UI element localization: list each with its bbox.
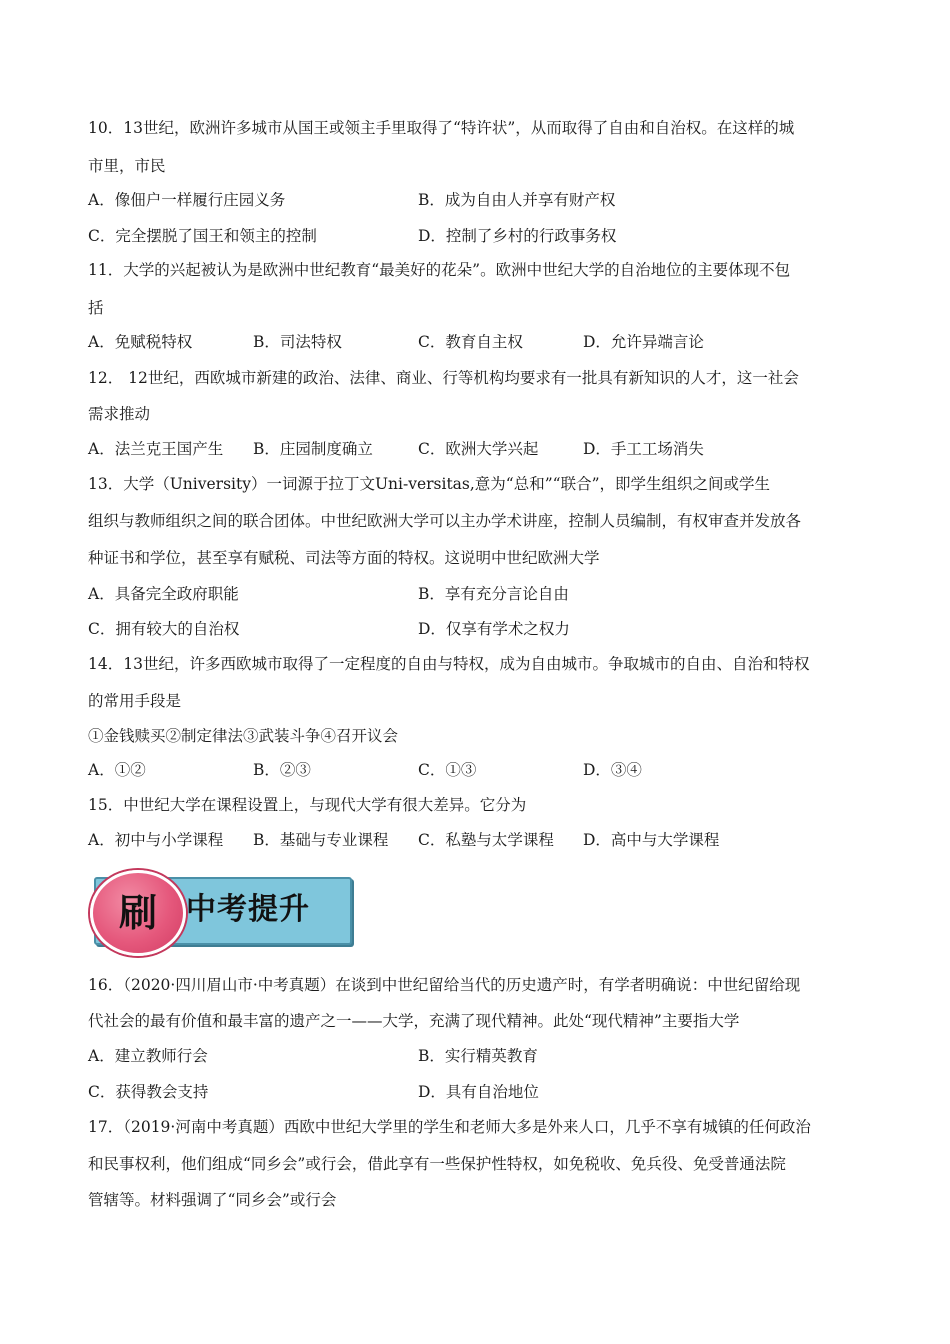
banner-badge: 刷 bbox=[90, 870, 186, 956]
option-a[interactable]: A．具备完全政府职能 bbox=[88, 585, 239, 603]
option-row bbox=[88, 226, 868, 246]
question-stem: 12． 12世纪，西欧城市新建的政治、法律、商业、行等机构均要求有一批具有新知识的人才，这一社会 bbox=[88, 369, 799, 387]
option-b[interactable]: B．享有充分言论自由 bbox=[418, 585, 569, 603]
option-d[interactable]: D．高中与大学课程 bbox=[583, 831, 720, 849]
option-b[interactable]: B．基础与专业课程 bbox=[253, 831, 389, 849]
question-stem: 管辖等。材料强调了“同乡会”或行会 bbox=[88, 1191, 337, 1209]
question-stem: 代社会的最有价值和最丰富的遗产之一——大学，充满了现代精神。此处“现代精神”主要指大学 bbox=[88, 1012, 740, 1030]
question-stem: 10．13世纪，欧洲许多城市从国王或领主手里取得了“特许状”，从而取得了自由和自治权。在这样的城 bbox=[88, 119, 795, 137]
option-row bbox=[88, 439, 868, 459]
question-stem: 市里，市民 bbox=[88, 157, 166, 175]
option-a[interactable]: A．建立教师行会 bbox=[88, 1047, 208, 1065]
option-b[interactable]: B．②③ bbox=[253, 761, 311, 779]
option-b[interactable]: B．司法特权 bbox=[253, 333, 342, 351]
option-row bbox=[88, 190, 868, 210]
option-b[interactable]: B．实行精英教育 bbox=[418, 1047, 538, 1065]
option-row bbox=[88, 619, 868, 639]
question-stem: 的常用手段是 bbox=[88, 692, 182, 710]
option-c[interactable]: C．获得教会支持 bbox=[88, 1083, 209, 1101]
question-stem: 组织与教师组织之间的联合团体。中世纪欧洲大学可以主办学术讲座，控制人员编制，有权审查并发放各 bbox=[88, 512, 802, 530]
question-stem: 14．13世纪，许多西欧城市取得了一定程度的自由与特权，成为自由城市。争取城市的自由、自治和特权 bbox=[88, 655, 810, 673]
question-stem: 括 bbox=[88, 299, 104, 317]
option-row bbox=[88, 584, 868, 604]
option-c[interactable]: C．欧洲大学兴起 bbox=[418, 440, 539, 458]
option-row bbox=[88, 760, 868, 780]
question-stem: 11．大学的兴起被认为是欧洲中世纪教育“最美好的花朵”。欧洲中世纪大学的自治地位的主要体现不包 bbox=[88, 261, 791, 279]
option-c[interactable]: C．教育自主权 bbox=[418, 333, 523, 351]
option-c[interactable]: C．私塾与太学课程 bbox=[418, 831, 554, 849]
option-row bbox=[88, 1082, 868, 1102]
option-row bbox=[88, 332, 868, 352]
question-stem: 17．（2019·河南中考真题）西欧中世纪大学里的学生和老师大多是外来人口，几乎不享有城镇的任何政治 bbox=[88, 1118, 811, 1136]
question-stem: 种证书和学位，甚至享有赋税、司法等方面的特权。这说明中世纪欧洲大学 bbox=[88, 549, 600, 567]
option-a[interactable]: A．初中与小学课程 bbox=[88, 831, 224, 849]
question-stem: 13．大学（University）一词源于拉丁文Uni-versitas,意为“总和”“联合”，即学生组织之间或学生 bbox=[88, 475, 771, 493]
option-d[interactable]: D．具有自治地位 bbox=[418, 1083, 539, 1101]
option-d[interactable]: D．仅享有学术之权力 bbox=[418, 620, 570, 638]
option-a[interactable]: A．像佃户一样履行庄园义务 bbox=[88, 191, 286, 209]
question-stem: 和民事权利，他们组成“同乡会”或行会，借此享有一些保护性特权，如免税收、免兵役、免受普通法院 bbox=[88, 1155, 786, 1173]
question-stem: 需求推动 bbox=[88, 405, 151, 423]
option-c[interactable]: C．完全摆脱了国王和领主的控制 bbox=[88, 227, 317, 245]
option-c[interactable]: C．拥有较大的自治权 bbox=[88, 620, 240, 638]
question-statements: ①金钱赎买②制定律法③武装斗争④召开议会 bbox=[88, 727, 399, 745]
banner-title: 中考提升 bbox=[186, 892, 310, 927]
option-row bbox=[88, 1046, 868, 1066]
section-banner bbox=[90, 874, 352, 946]
question-stem: 16．（2020·四川眉山市·中考真题）在谈到中世纪留给当代的历史遗产时，有学者明确说：中世纪留给现 bbox=[88, 976, 801, 994]
option-c[interactable]: C．①③ bbox=[418, 761, 477, 779]
option-row bbox=[88, 830, 868, 850]
option-a[interactable]: A．法兰克王国产生 bbox=[88, 440, 224, 458]
option-a[interactable]: A．免赋税特权 bbox=[88, 333, 193, 351]
question-stem: 15．中世纪大学在课程设置上，与现代大学有很大差异。它分为 bbox=[88, 796, 527, 814]
option-b[interactable]: B．成为自由人并享有财产权 bbox=[418, 191, 616, 209]
option-a[interactable]: A．①② bbox=[88, 761, 146, 779]
option-d[interactable]: D．控制了乡村的行政事务权 bbox=[418, 227, 617, 245]
option-d[interactable]: D．允许异端言论 bbox=[583, 333, 704, 351]
option-d[interactable]: D．手工工场消失 bbox=[583, 440, 704, 458]
option-b[interactable]: B．庄园制度确立 bbox=[253, 440, 373, 458]
option-d[interactable]: D．③④ bbox=[583, 761, 642, 779]
